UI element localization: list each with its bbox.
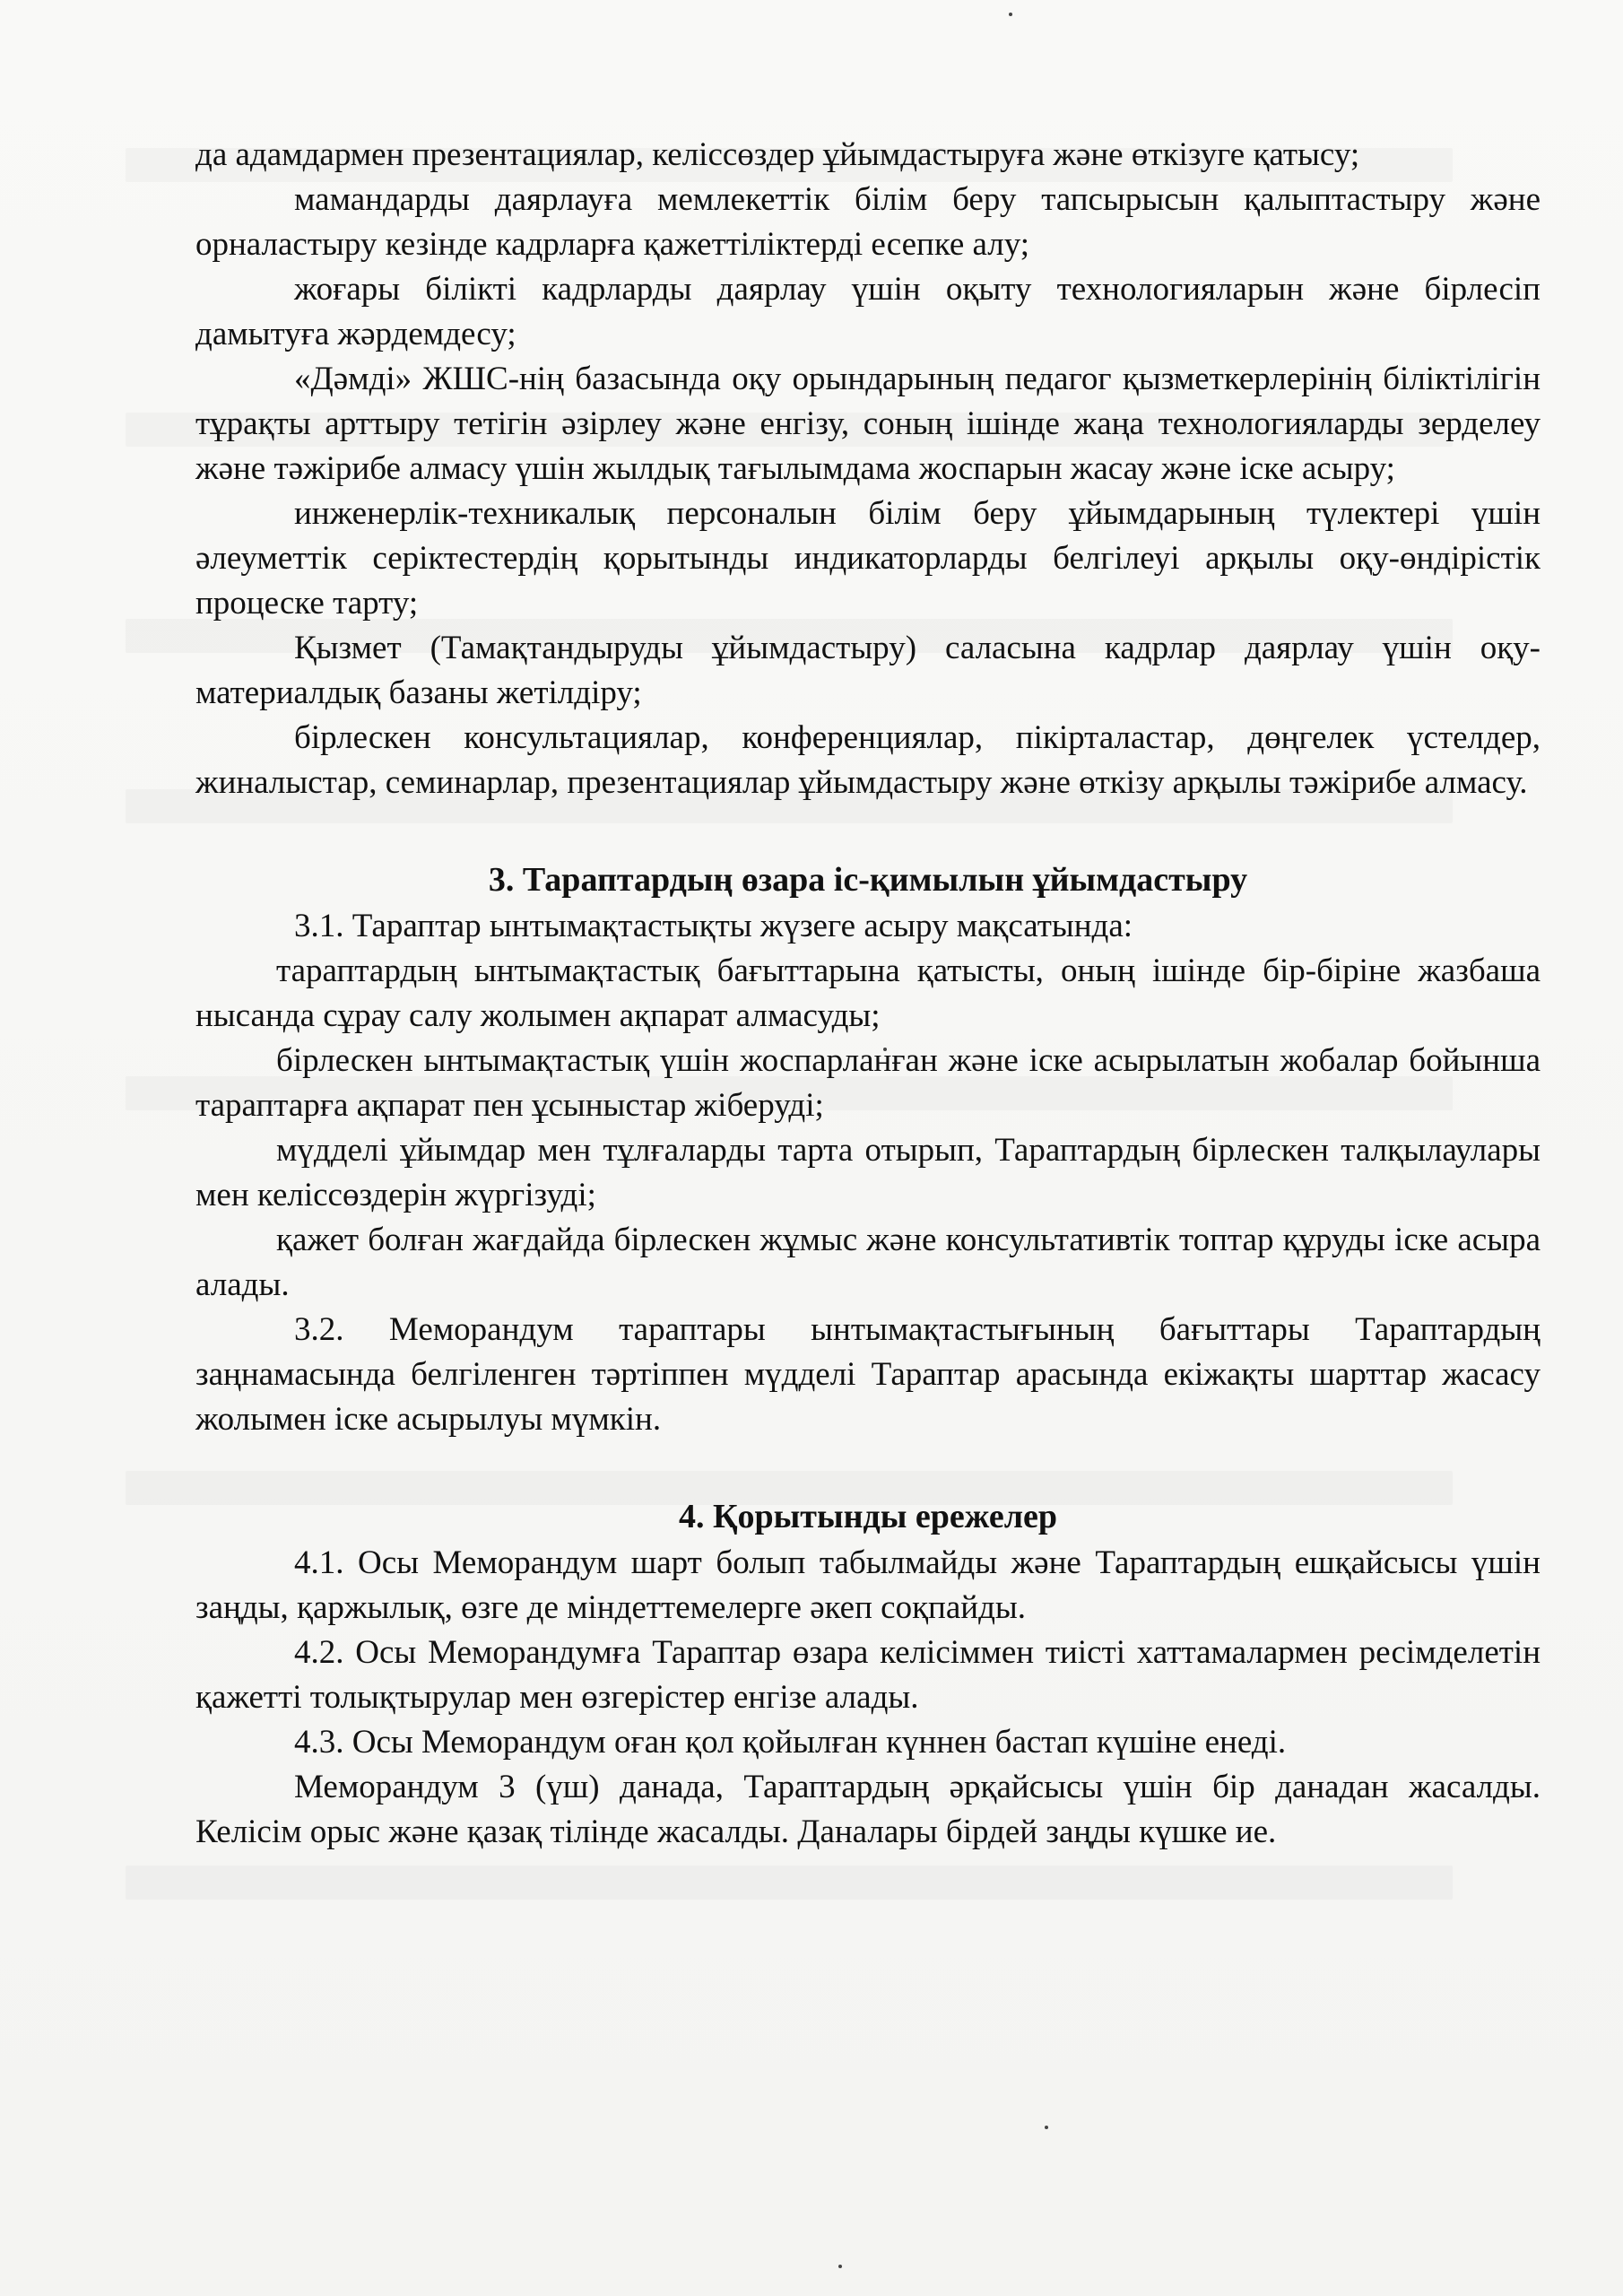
paragraph: мамандарды даярлауға мемлекеттік білім беру тапсырысын қалыптастыру және орналастыру кезінде кадрларға қажеттіліктерді есепке алу; [195, 181, 1541, 263]
paragraph: бірлескен консультациялар, конференциялар, пікірталастар, дөңгелек үстелдер, жиналыстар, семинарлар, презентациялар ұйымдастыру және өткізу арқылы тәжірибе алмасу. [195, 719, 1541, 801]
section-3-heading: 3. Тараптардың өзара іс-қимылын ұйымдастыру [488, 861, 1248, 899]
paragraph: 4.1. Осы Меморандум шарт болып табылмайды және Тараптардың ешқайсысы үшін заңды, қаржылық, өзге де міндеттемелерге әкеп соқпайды. [195, 1544, 1541, 1626]
paragraph: Қызмет (Тамақтандыруды ұйымдастыру) саласына кадрлар даярлау үшін оқу-материалдық базаны жетілдіру; [195, 630, 1541, 711]
section-4-heading: 4. Қорытынды ережелер [678, 1498, 1058, 1535]
paragraph: 4.2. Осы Меморандумға Тараптар өзара келісіммен тиісті хаттамалармен ресімделетін қажетті толықтырулар мен өзгерістер енгізе алады. [195, 1634, 1541, 1716]
paragraph: инженерлік-техникалық персоналын білім беру ұйымдарының түлектері үшін әлеуметтік серіктестердің қорытынды индикаторларды белгілеуі арқылы оқу-өндірістік процеске тарту; [195, 495, 1541, 622]
paragraph: «Дәмді» ЖШС-нің базасында оқу орындарының педагог қызметкерлерінің біліктілігін тұрақты арттыру тетігін әзірлеу және енгізу, соның ішінде жаңа технологияларды зерделеу және тәжірибе алмасу үшін жылдық тағылымдама жоспарын жасау және іске асыру; [195, 361, 1541, 487]
scan-speck [1009, 13, 1012, 16]
paragraph: қажет болған жағдайда бірлескен жұмыс және консультативтік топтар құруды іске асыра алады. [195, 1222, 1541, 1303]
paragraph: бірлескен ынтымақтастық үшін жоспарланған және іске асырылатын жобалар бойынша тараптарға ақпарат пен ұсыныстар жіберуді; [195, 1042, 1541, 1124]
paragraph: жоғары білікті кадрларды даярлау үшін оқыту технологияларын және бірлесіп дамытуға жәрдемдесу; [195, 271, 1541, 352]
paragraph: 3.1. Тараптар ынтымақтастықты жүзеге асыру мақсатында: [294, 908, 1133, 944]
paragraph: 4.3. Осы Меморандум оған қол қойылған күннен бастап күшіне енеді. [294, 1724, 1287, 1761]
bleed-through [126, 1866, 1453, 1900]
paragraph: мүдделі ұйымдар мен тұлғаларды тарта отырып, Тараптардың бірлескен талқылаулары мен келіссөздерін жүргізуді; [195, 1132, 1541, 1213]
scan-speck [838, 2265, 842, 2268]
document-body [195, 133, 1541, 1855]
scan-speck [1045, 2126, 1048, 2129]
paragraph: 3.2. Меморандум тараптары ынтымақтастығының бағыттары Тараптардың заңнамасында белгіленген тәртіппен мүдделі Тараптар арасында екіжақты шарттар жасасу жолымен іске асырылуы мүмкін. [195, 1311, 1541, 1438]
paragraph: тараптардың ынтымақтастық бағыттарына қатысты, оның ішінде бір-біріне жазбаша нысанда сұрау салу жолымен ақпарат алмасуды; [195, 952, 1541, 1034]
paragraph: да адамдармен презентациялар, келіссөздер ұйымдастыруға және өткізуге қатысу; [195, 136, 1360, 173]
paragraph: Меморандум 3 (үш) данада, Тараптардың әрқайсысы үшін бір данадан жасалды. Келісім орыс және қазақ тілінде жасалды. Даналары бірдей заңды күшке ие. [195, 1769, 1541, 1850]
